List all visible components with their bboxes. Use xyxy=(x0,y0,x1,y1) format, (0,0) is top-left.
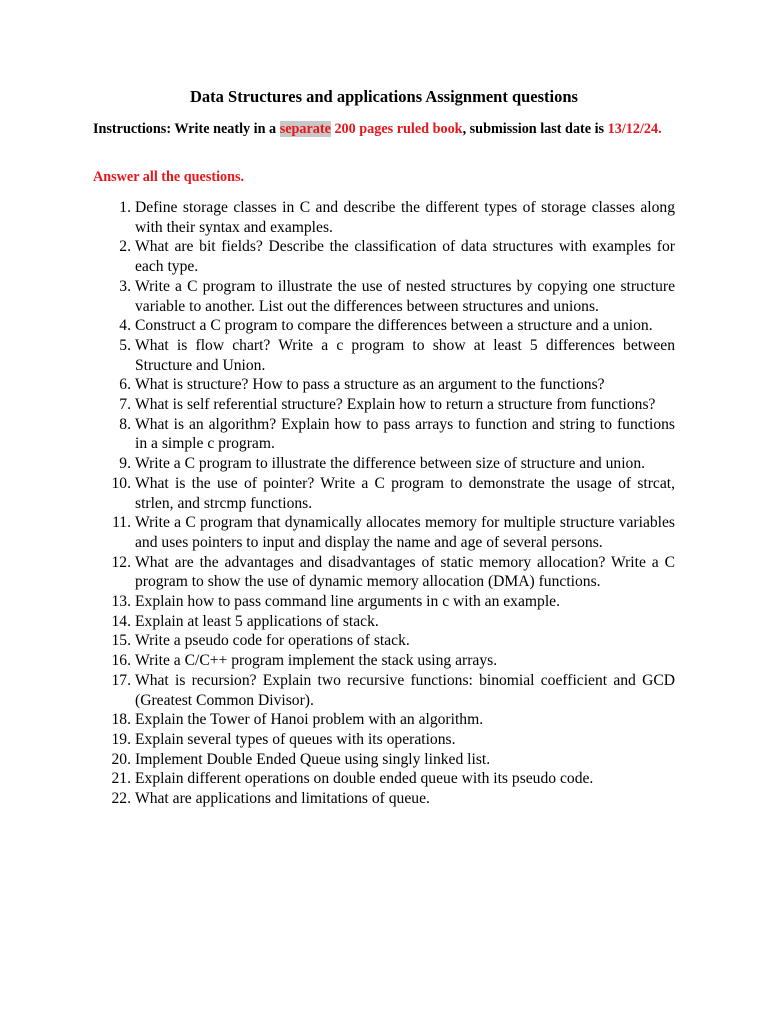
instructions-highlight: separate xyxy=(279,121,331,137)
instructions xyxy=(93,120,683,140)
question-text: What are bit fields? Describe the classification of data structures with examples for each type. xyxy=(135,238,675,276)
instructions-date: 13/12/24. xyxy=(607,121,662,137)
question-number: 11. xyxy=(112,514,131,532)
question-item xyxy=(0,612,768,632)
question-number: 17. xyxy=(111,671,131,689)
question-item xyxy=(0,198,768,237)
instructions-text: Instructions: Write neatly in a xyxy=(93,121,280,137)
answer-note: Answer all the questions. xyxy=(93,169,245,185)
question-text: What is recursion? Explain two recursive functions: binomial coefficient and GCD (Greatest Common Divisor). xyxy=(135,671,675,709)
question-number: 12. xyxy=(111,553,131,571)
question-item xyxy=(0,631,768,651)
question-text: Write a C/C++ program implement the stack using arrays. xyxy=(135,652,498,670)
question-item xyxy=(0,415,768,454)
question-item xyxy=(0,750,768,770)
question-number: 7. xyxy=(119,396,131,414)
question-text: What are applications and limitations of queue. xyxy=(135,790,430,808)
question-text: Write a pseudo code for operations of stack. xyxy=(135,632,410,650)
question-item xyxy=(0,474,768,513)
question-item xyxy=(0,671,768,710)
question-item xyxy=(0,513,768,552)
question-item xyxy=(0,730,768,750)
question-number: 6. xyxy=(119,376,131,394)
question-item xyxy=(0,395,768,415)
question-text: Explain how to pass command line arguments in c with an example. xyxy=(135,593,560,611)
question-item xyxy=(0,237,768,276)
question-list xyxy=(0,198,768,809)
question-item xyxy=(0,454,768,474)
question-item xyxy=(0,651,768,671)
question-number: 13. xyxy=(111,593,131,611)
question-item xyxy=(0,336,768,375)
question-text: Define storage classes in C and describe the different types of storage classes along with their syntax and examples. xyxy=(135,199,675,236)
question-number: 14. xyxy=(111,612,131,630)
question-text: Explain several types of queues with its operations. xyxy=(135,730,456,748)
question-number: 18. xyxy=(111,711,131,729)
question-text: Construct a C program to compare the differences between a structure and a union. xyxy=(135,317,653,335)
question-item xyxy=(0,375,768,395)
question-text: What is an algorithm? Explain how to pass arrays to function and string to functions in a simple c program. xyxy=(135,415,675,453)
question-text: What is structure? How to pass a structure as an argument to the functions? xyxy=(135,376,605,394)
question-text: What is self referential structure? Explain how to return a structure from functions? xyxy=(135,396,656,414)
question-item xyxy=(0,789,768,809)
question-text: Write a C program that dynamically allocates memory for multiple structure variables and uses pointers to input and display the name and age of several persons. xyxy=(135,514,675,551)
instructions-deadline-text: , submission last date is xyxy=(462,121,608,137)
question-text: Write a C program to illustrate the use of nested structures by copying one structure variable to another. List out the differences between structures and unions. xyxy=(135,277,675,315)
question-number: 4. xyxy=(119,317,131,335)
question-number: 21. xyxy=(111,770,131,788)
question-number: 1. xyxy=(119,199,131,216)
question-text: Implement Double Ended Queue using singly linked list. xyxy=(135,750,491,768)
question-text: What is the use of pointer? Write a C program to demonstrate the usage of strcat, strlen, and strcmp functions. xyxy=(135,474,675,512)
question-text: What are the advantages and disadvantages of static memory allocation? Write a C program to show the use of dynamic memory allocation (DMA) functions. xyxy=(135,553,675,591)
question-text: Explain the Tower of Hanoi problem with an algorithm. xyxy=(135,711,484,729)
question-item xyxy=(0,769,768,789)
question-number: 9. xyxy=(119,455,131,473)
question-item xyxy=(0,553,768,592)
question-text: What is flow chart? Write a c program to show at least 5 differences between Structure and Union. xyxy=(135,336,675,374)
question-number: 5. xyxy=(119,336,131,354)
question-number: 16. xyxy=(111,652,131,670)
question-number: 10. xyxy=(111,474,131,492)
question-text: Explain different operations on double ended queue with its pseudo code. xyxy=(135,770,594,788)
question-number: 15. xyxy=(111,632,131,650)
question-text: Explain at least 5 applications of stack. xyxy=(135,612,379,630)
question-item xyxy=(0,592,768,612)
question-number: 19. xyxy=(111,730,131,748)
question-text: Write a C program to illustrate the difference between size of structure and union. xyxy=(135,455,646,473)
question-item xyxy=(0,316,768,336)
question-number: 8. xyxy=(119,415,131,433)
question-number: 20. xyxy=(111,750,131,768)
instructions-book: 200 pages ruled book xyxy=(330,121,463,137)
question-number: 22. xyxy=(111,790,131,808)
document-title: Data Structures and applications Assignment questions xyxy=(190,87,578,106)
question-number: 3. xyxy=(119,277,131,295)
question-item xyxy=(0,710,768,730)
question-number: 2. xyxy=(119,238,131,256)
question-item xyxy=(0,277,768,316)
